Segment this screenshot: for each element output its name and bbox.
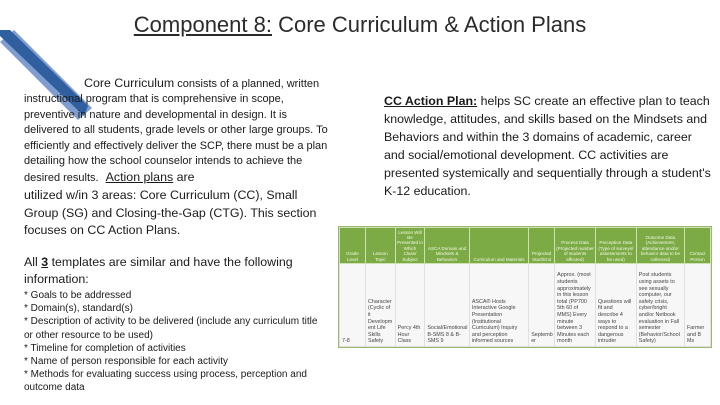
list-item: * Timeline for completion of activities [24, 342, 186, 354]
template-info-list [24, 289, 329, 395]
cc-action-plan-paragraph [384, 92, 714, 200]
table-cell: Farmer and B Ms [684, 264, 710, 347]
table-header: Outcome Data (Achievement, attendance and/or behavior data to be collected) [636, 228, 684, 264]
right-column [384, 92, 714, 200]
table-cell: Character (Cyclic of it Developm ent Life Skills Safety [365, 264, 395, 347]
table-header: ASCA Domain and Mindsets & Behaviors [425, 228, 470, 264]
table-header: Projected Start/End [529, 228, 555, 264]
table-header: Process Data (Projected number of students affected) [555, 228, 596, 264]
action-plan-table [339, 227, 711, 347]
table-header: Contact Person [684, 228, 710, 264]
table-header: Lesson Topic [365, 228, 395, 264]
list-item: * Methods for evaluating success using process, perception and outcome data [24, 369, 307, 394]
table-cell: Septemb er [529, 264, 555, 347]
slide-title [0, 12, 720, 38]
table-cell: 7-8 [340, 264, 366, 347]
action-plans-areas-text: utilized w/in 3 areas: Core Curriculum (CC), Small Group (SG) and Closing-the-Gap (CTG). This section focuses on CC Action Plans. [24, 188, 317, 238]
table-header: Lesson Will Be Presented in Which Class/ Subject [395, 228, 425, 264]
left-column [24, 76, 329, 395]
title-text: Core Curriculum & Action Plans [271, 12, 587, 37]
table-cell: ASCA® Hosts Interactive Google Presentation (Institutional Curriculum) Inquiry and perception informed sources [469, 264, 528, 347]
list-item: * Description of activity to be delivered (include any curriculum title or other resource to be used) [24, 316, 318, 341]
table-cell: Percy 4th Hour Class [395, 264, 425, 347]
templates-intro [24, 254, 329, 289]
table-cell: Social/Emotional B-SMS 8 & B-SMS 9 [425, 264, 470, 347]
templates-intro-b: templates are similar and have the following information: [24, 254, 293, 287]
list-item: * Goals to be addressed [24, 290, 132, 301]
table-cell: Questions will fit and describe 4 ways to respond to a dangerous intruder [595, 264, 636, 347]
cc-action-plan-text: helps SC create an effective plan to teach knowledge, attitudes, and skills based on the Mindsets and Behaviors and within the 3 domains of academic, career and social/emotional development. CC activities are presented systemically and sequentially through a student's K-12 education. [384, 94, 711, 198]
list-item: * Domain(s), standard(s) [24, 303, 133, 315]
table-cell: Post students using assets to see sexually computer, our safety crisis, cyber/bright and/or Netbook evaluation in Fall semester (Behavior/School Safety) [636, 264, 684, 347]
title-component-label: Component 8: [133, 12, 272, 37]
table-header: Perception Data (Type of surveys/ assessments to be used) [595, 228, 636, 264]
table-header: Grade Level [340, 228, 366, 264]
table-cell: Approx. (most students approximately in this lesson total (PP700 5th 60 of MMS) Every minute between 3 Minutes each month [555, 264, 596, 347]
action-plan-template-table [338, 226, 712, 348]
table-header-row [340, 228, 711, 264]
cc-action-plan-label: CC Action Plan: [384, 94, 478, 108]
templates-count: 3 [41, 254, 49, 269]
core-curriculum-definition: consists of a planned, written instructional program that is comprehensive in scope, preventive in nature and developmental in design. It is delivered to all students, grade levels or other large groups. To efficiently and effectively deliver the SCP, there must be a plan detailing how the school counselor intends to achieve the desired results. [24, 78, 328, 185]
table-header: Curriculum and Materials [469, 228, 528, 264]
action-plans-term: Action plans [105, 170, 174, 185]
core-curriculum-term: Core Curriculum [84, 76, 175, 90]
table-row [340, 264, 711, 347]
core-curriculum-paragraph [24, 76, 329, 187]
list-item: * Name of person responsible for each activity [24, 356, 228, 368]
templates-intro-a: All [24, 254, 42, 269]
action-plans-are: are [173, 170, 195, 185]
